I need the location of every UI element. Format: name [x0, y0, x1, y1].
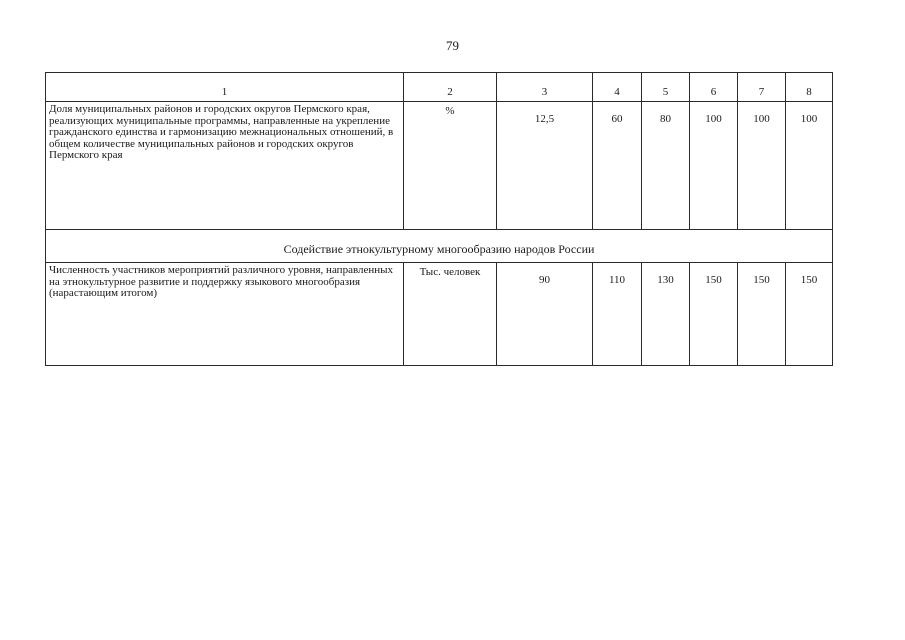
header-cell: 7	[738, 73, 786, 102]
indicator-description: Численность участников мероприятий различного уровня, направленных на этнокультурное развитие и поддержку языкового многообразия (нарастающим итогом)	[46, 263, 404, 366]
indicator-value: 80	[642, 102, 690, 230]
header-cell: 6	[690, 73, 738, 102]
table-header-row	[46, 73, 833, 102]
section-row	[46, 230, 833, 263]
indicator-unit: %	[404, 102, 497, 230]
indicator-value: 60	[593, 102, 642, 230]
section-title: Содействие этнокультурному многообразию народов России	[46, 230, 833, 263]
indicator-value: 100	[786, 102, 833, 230]
header-cell: 1	[46, 73, 404, 102]
header-cell: 4	[593, 73, 642, 102]
indicator-value: 100	[738, 102, 786, 230]
indicator-value: 150	[738, 263, 786, 366]
indicator-value: 12,5	[497, 102, 593, 230]
indicator-value: 150	[786, 263, 833, 366]
indicator-value: 100	[690, 102, 738, 230]
indicator-description: Доля муниципальных районов и городских округов Пермского края, реализующих муниципальные программы, направленные на укрепление гражданского единства и гармонизацию межнациональных отношений, в общем количестве муниципальных районов и городских округов Пермского края	[46, 102, 404, 230]
header-cell: 2	[404, 73, 497, 102]
header-cell: 8	[786, 73, 833, 102]
indicator-value: 110	[593, 263, 642, 366]
indicator-value: 130	[642, 263, 690, 366]
table-row	[46, 102, 833, 230]
indicator-value: 90	[497, 263, 593, 366]
header-cell: 5	[642, 73, 690, 102]
table-row	[46, 263, 833, 366]
page-number: 79	[446, 38, 459, 53]
indicators-table	[45, 72, 833, 366]
indicator-unit: Тыс. человек	[404, 263, 497, 366]
indicator-value: 150	[690, 263, 738, 366]
header-cell: 3	[497, 73, 593, 102]
